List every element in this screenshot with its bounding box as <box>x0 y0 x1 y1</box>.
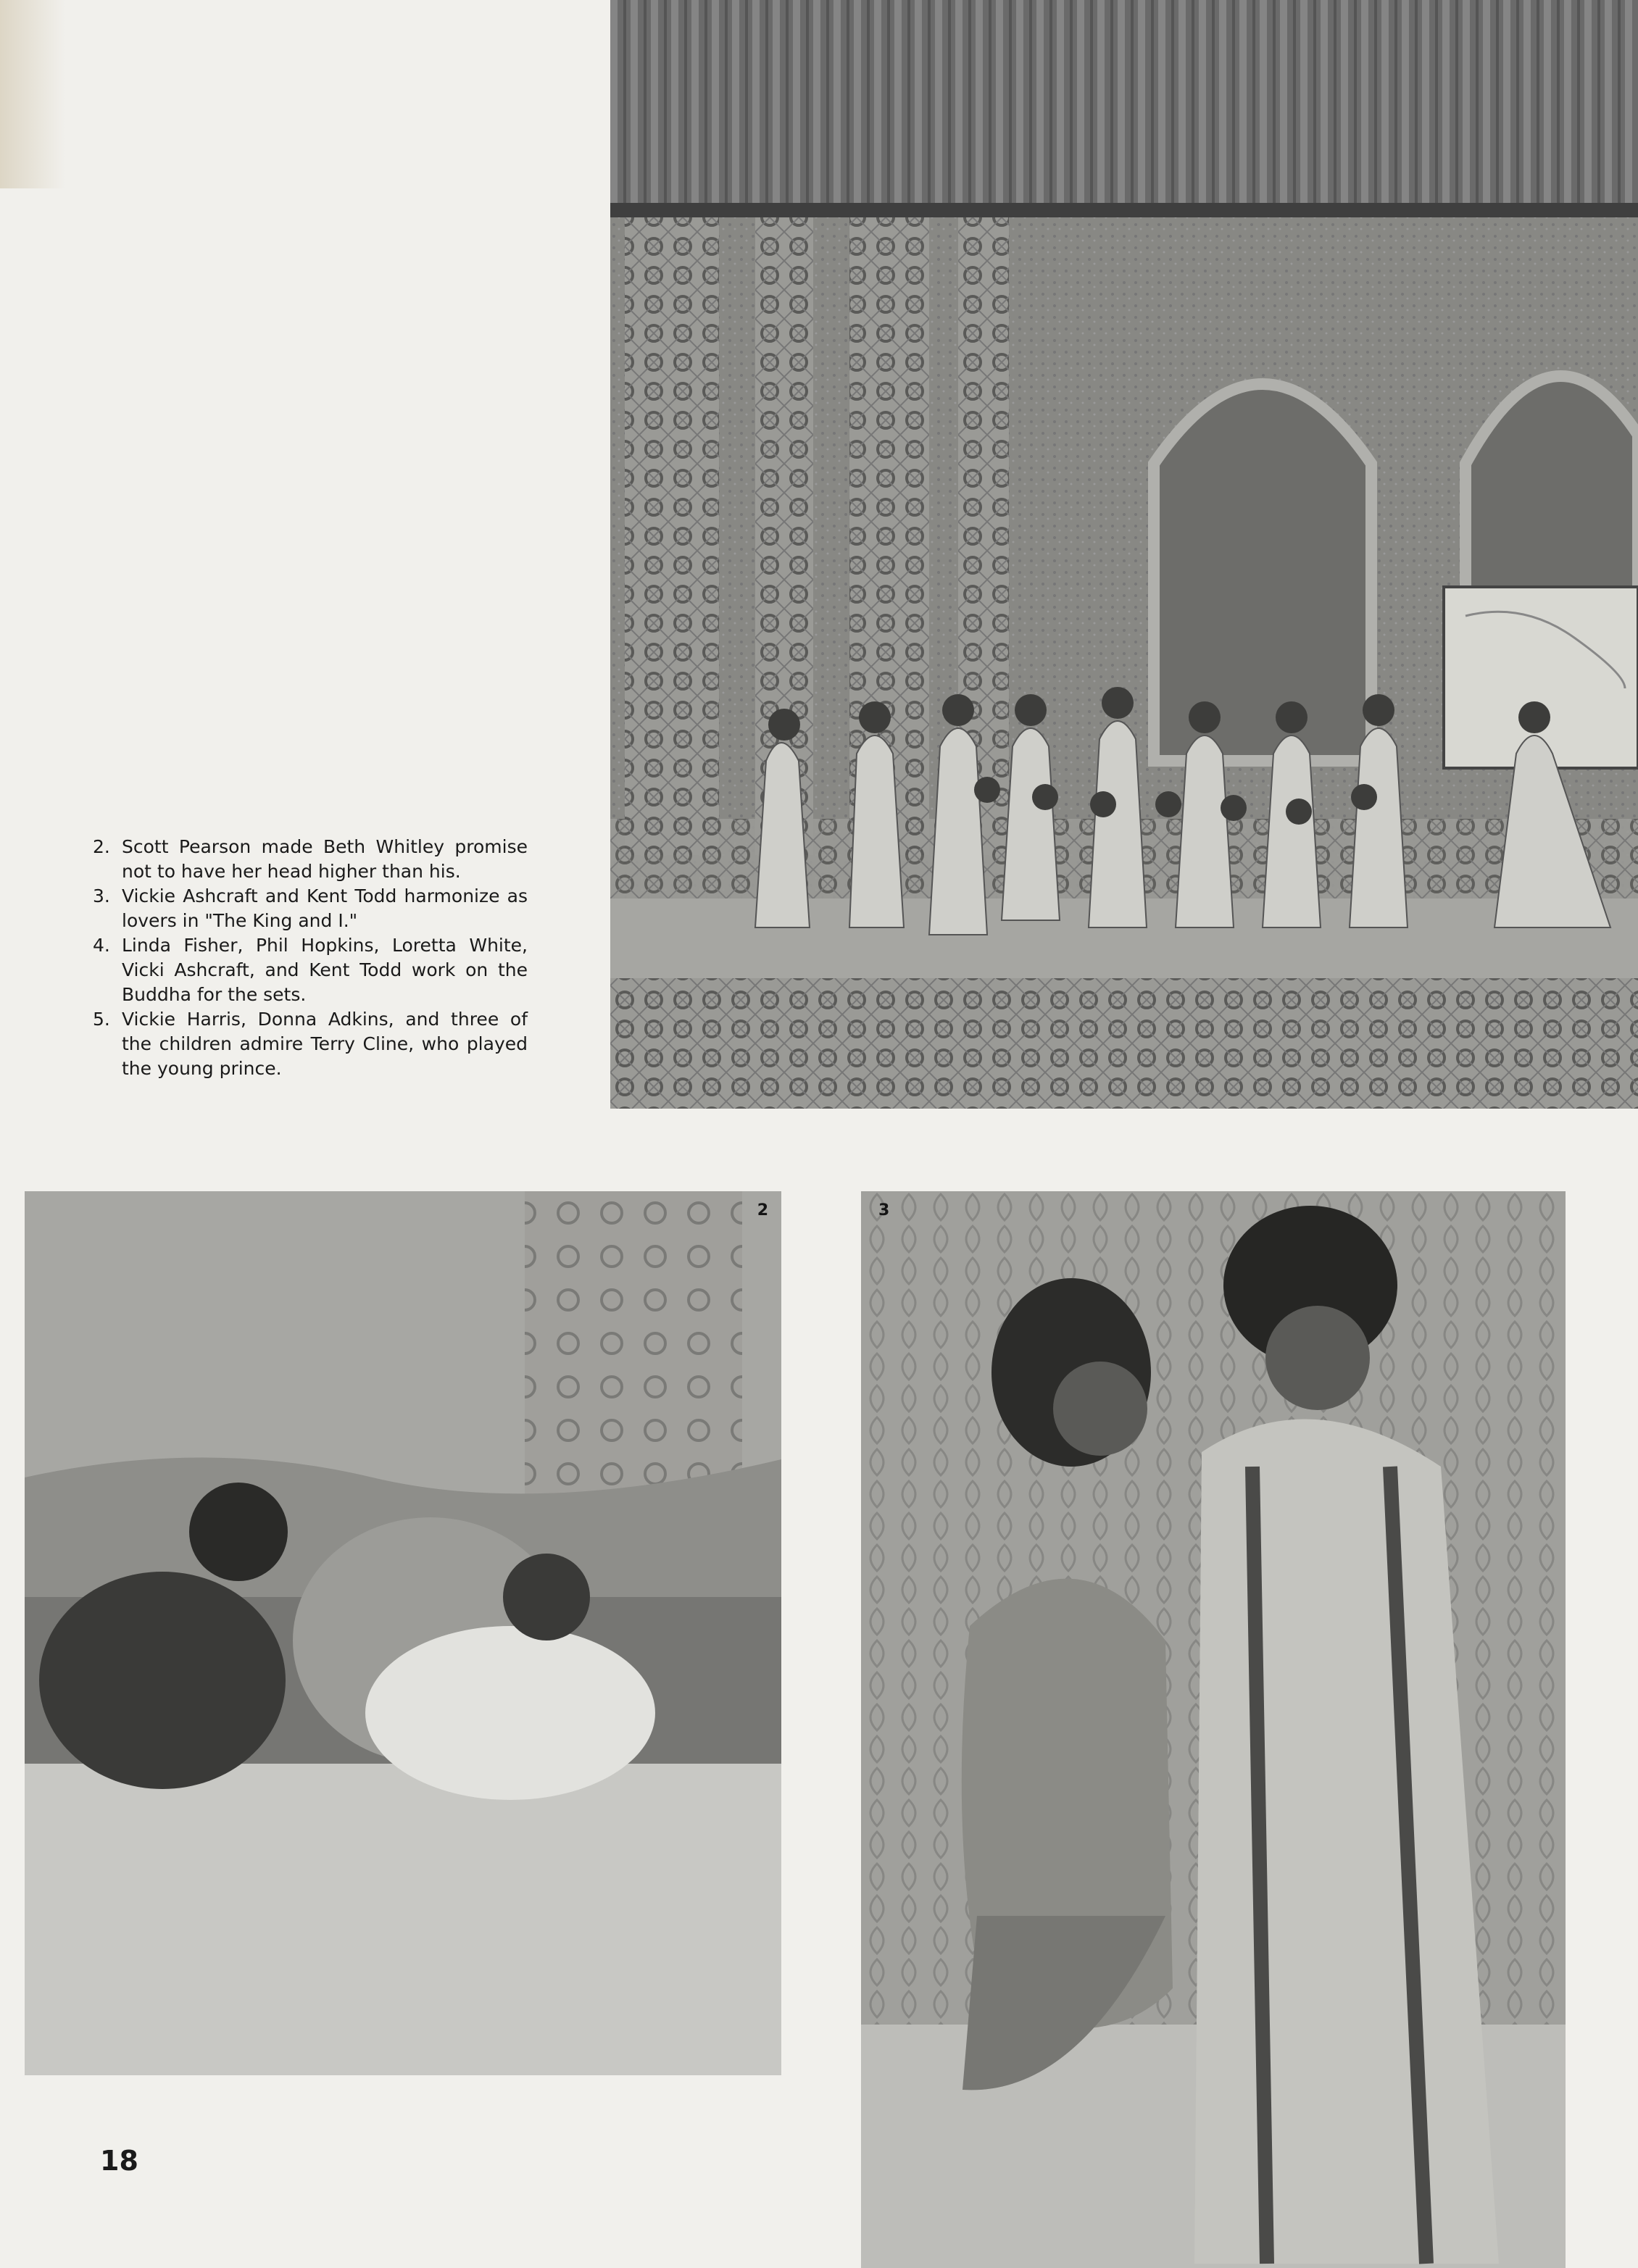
photo-2-number: 2 <box>757 1201 768 1220</box>
caption-item <box>93 1007 528 1081</box>
caption-text: Scott Pearson made Beth Whitley promise not to have her head higher than his. <box>122 836 528 882</box>
photo-2-sitting-couple <box>25 1191 781 2075</box>
caption-text: Vickie Ashcraft and Kent Todd harmonize as lovers in "The King and I." <box>122 885 528 931</box>
page-stain <box>0 0 65 188</box>
stage-cast-photo <box>610 0 1638 1109</box>
caption-item <box>93 884 528 933</box>
caption-item <box>93 835 528 884</box>
caption-text: Linda Fisher, Phil Hopkins, Loretta White, Vicki Ashcraft, and Kent Todd work on the Buddha for the sets. <box>122 935 528 1005</box>
caption-item <box>93 933 528 1007</box>
caption-text: Vickie Harris, Donna Adkins, and three of the children admire Terry Cline, who played the young prince. <box>122 1009 528 1079</box>
photo-3-standing-couple <box>861 1191 1566 2268</box>
caption-number: 4. <box>93 935 110 956</box>
caption-number: 3. <box>93 885 110 906</box>
page-number: 18 <box>100 2145 138 2177</box>
caption-number: 5. <box>93 1009 110 1030</box>
photo-3-number: 3 <box>878 1201 890 1220</box>
caption-number: 2. <box>93 836 110 857</box>
photo-captions <box>93 835 528 1081</box>
